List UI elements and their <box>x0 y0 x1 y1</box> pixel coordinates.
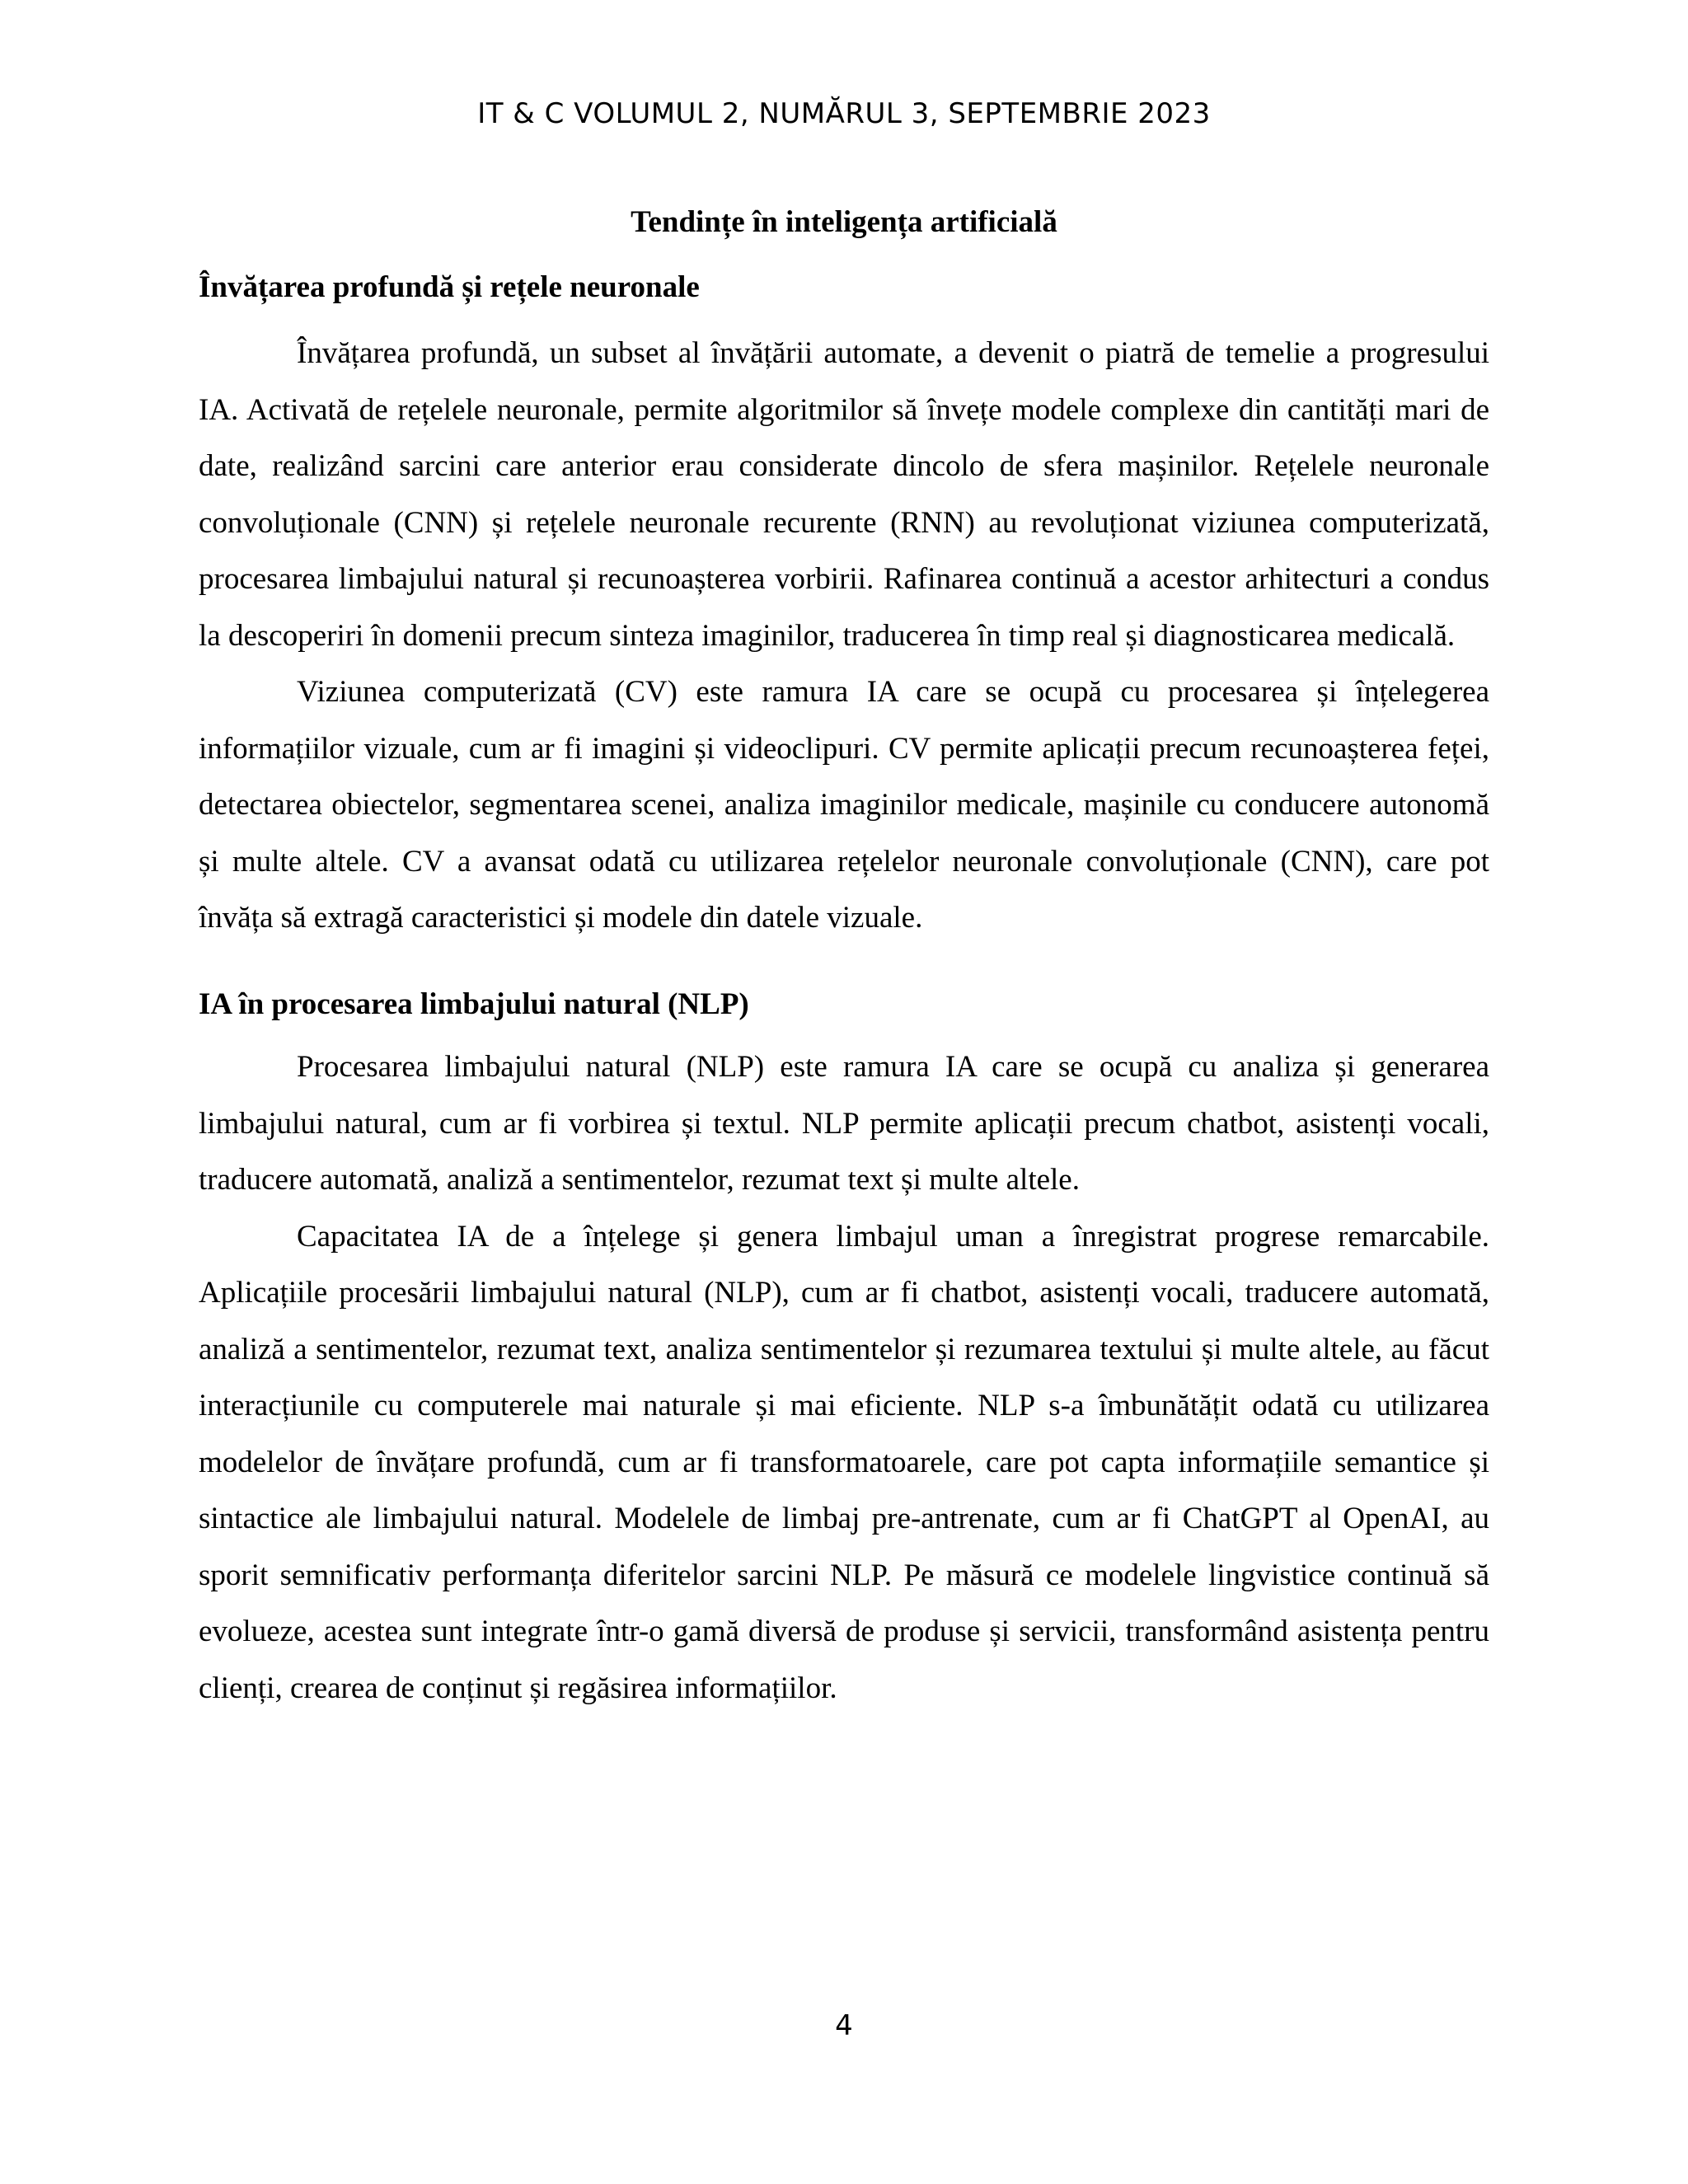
section-heading: IA în procesarea limbajului natural (NLP) <box>199 987 749 1021</box>
section-nlp <box>199 977 1489 1718</box>
paragraph: Viziunea computerizată (CV) este ramura IA care se ocupă cu procesarea și înțelegerea informațiilor vizuale, cum ar fi imagini și videoclipuri. CV permite aplicații precum recunoașterea feței, detectarea obiectelor, segmentarea scenei, analiza imaginilor medicale, mașinile cu conducere autonomă și multe altele. CV a avansat odată cu utilizarea rețelelor neuronale convoluționale (CNN), care pot învăța să extragă caracteristici și modele din datele vizuale. <box>199 675 1489 935</box>
page-body <box>199 194 1489 1717</box>
paragraph: Învățarea profundă, un subset al învățării automate, a devenit o piatră de temelie a progresului IA. Activată de rețelele neuronale, permite algoritmilor să învețe modele complexe din cantități mari de date, realizând sarcini care anterior erau considerate dincolo de sfera mașinilor. Rețelele neuronale convoluționale (CNN) și rețelele neuronale recurente (RNN) au revoluționat viziunea computerizată, procesarea limbajului natural și recunoașterea vorbirii. Rafinarea continuă a acestor arhitecturi a condus la descoperiri în domenii precum sinteza imaginilor, traducerea în timp real și diagnosticarea medicală. <box>199 336 1489 653</box>
document-title: Tendințe în inteligența artificială <box>631 205 1057 239</box>
page-number: 4 <box>835 2009 853 2042</box>
section-heading: Învățarea profundă și rețele neuronale <box>199 269 700 304</box>
paragraph: Capacitatea IA de a înțelege și genera limbajul uman a înregistrat progrese remarcabile. Aplicațiile procesării limbajului natural (NLP), cum ar fi chatbot, asistenți vocali, traducere automată, analiză a sentimentelor, rezumat text, analiza sentimentelor și rezumarea textului și multe altele, au făcut interacțiunile cu computerele mai naturale și mai eficiente. NLP s-a îmbunătățit odată cu utilizarea modelelor de învățare profundă, cum ar fi transformatoarele, care pot capta informațiile semantice și sintactice ale limbajului natural. Modelele de limbaj pre-antrenate, cum ar fi ChatGPT al OpenAI, au sporit semnificativ performanța diferitelor sarcini NLP. Pe măsură ce modelele lingvistice continuă să evolueze, acestea sunt integrate într-o gamă diversă de produse și servicii, transformând asistența pentru clienți, crearea de conținut și regăsirea informațiilor. <box>199 1219 1489 1705</box>
section-deep-learning <box>199 260 1489 947</box>
running-header: IT & C VOLUMUL 2, NUMĂRUL 3, SEPTEMBRIE 2023 <box>477 97 1211 130</box>
paragraph: Procesarea limbajului natural (NLP) este ramura IA care se ocupă cu analiza și generarea limbajului natural, cum ar fi vorbirea și textul. NLP permite aplicații precum chatbot, asistenți vocali, traducere automată, analiză a sentimentelor, rezumat text și multe altele. <box>199 1050 1489 1197</box>
